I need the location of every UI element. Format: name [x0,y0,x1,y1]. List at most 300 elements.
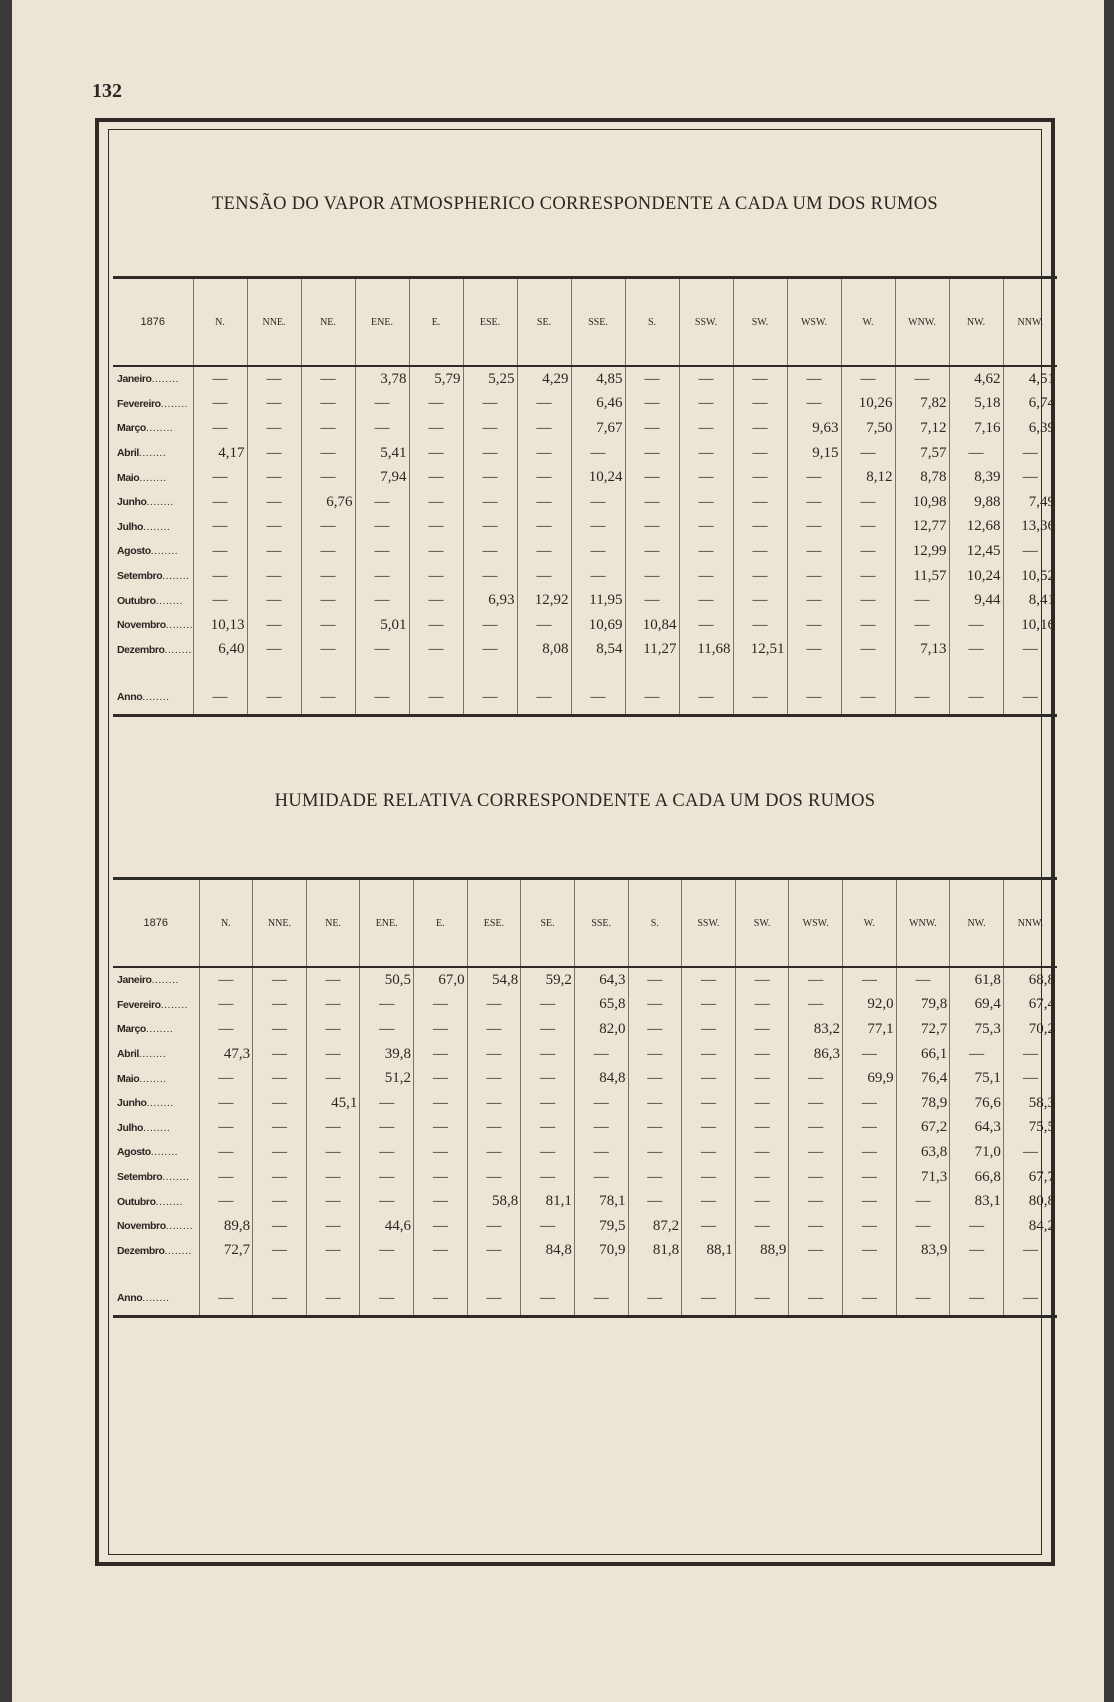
month-label: Novembro ........ [113,1214,199,1239]
table-row [113,588,1057,613]
table-cell: 81,8 [628,1239,682,1264]
table-cell: — [414,1091,468,1116]
month-label: Janeiro ........ [113,967,199,993]
column-header: NNE. [247,278,301,367]
column-header: E. [409,278,463,367]
table-cell: — [414,1116,468,1141]
table-cell: 75,3 [950,1017,1004,1042]
table-cell: 10,26 [841,392,895,417]
table-cell: — [306,993,360,1018]
table-cell: 79,5 [574,1214,628,1239]
column-header: N. [193,278,247,367]
table-cell: — [625,515,679,540]
table-cell: — [733,490,787,515]
table-cell: 7,13 [895,638,949,663]
table-cell: 67,2 [896,1116,950,1141]
table-cell: 71,0 [950,1140,1004,1165]
table-cell: — [843,1239,897,1264]
table-cell: — [521,1091,575,1116]
table-cell: — [571,564,625,589]
table-cell: — [360,1189,414,1214]
table-cell: — [467,993,521,1018]
table-cell: — [306,1066,360,1091]
table-cell: — [679,588,733,613]
table-cell: — [301,441,355,466]
empty-cell [517,662,571,680]
table-cell: — [789,1091,843,1116]
table-cell: — [628,1281,682,1317]
year-header: 1876 [113,278,193,367]
table-cell: — [682,1140,736,1165]
table-cell: — [949,613,1003,638]
table-cell: — [574,1165,628,1190]
table-cell: — [841,680,895,716]
empty-cell [787,662,841,680]
table-cell: — [463,416,517,441]
table-cell: — [789,1214,843,1239]
table-cell: — [463,564,517,589]
table-cell: — [950,1214,1004,1239]
table-cell: 71,3 [896,1165,950,1190]
table-cell: — [414,1189,468,1214]
table-cell: 72,7 [896,1017,950,1042]
table-cell: — [199,967,253,993]
table-cell: — [843,1042,897,1067]
table-cell: — [843,1165,897,1190]
table-cell: — [682,1165,736,1190]
table-cell: 3,78 [355,366,409,392]
month-label: Anno ........ [113,1281,199,1317]
column-header: NW. [950,879,1004,968]
month-label: Agosto ........ [113,539,193,564]
table-cell: — [414,1214,468,1239]
table-cell: — [787,680,841,716]
table-cell: — [1003,1042,1057,1067]
table-cell: 12,77 [895,515,949,540]
column-header: W. [843,879,897,968]
header-row [113,278,1057,367]
page-frame-inner [108,129,1055,1555]
table-cell: 4,85 [571,366,625,392]
table-cell: 78,1 [574,1189,628,1214]
table-cell: — [409,613,463,638]
spacer-row [113,1263,1057,1281]
table-cell: — [789,1140,843,1165]
table-cell: — [682,1281,736,1317]
table-cell: — [355,638,409,663]
table-cell: 50,5 [360,967,414,993]
table-cell: — [735,1281,789,1317]
table-cell: 4,51 [1003,366,1057,392]
table-cell: — [679,564,733,589]
table-cell: — [355,416,409,441]
table-cell: — [1003,1140,1057,1165]
table-cell: 44,6 [360,1214,414,1239]
table-cell: 7,49 [1003,490,1057,515]
relative-humidity-table [113,877,1057,1318]
table-cell: — [735,1116,789,1141]
table-cell: 12,92 [517,588,571,613]
table-cell: — [843,1281,897,1317]
table-cell: 64,3 [574,967,628,993]
table-cell: 10,69 [571,613,625,638]
table-cell: 5,01 [355,613,409,638]
table-cell: — [625,366,679,392]
table-cell: — [247,366,301,392]
table-cell: 83,1 [950,1189,1004,1214]
table-row [113,1091,1057,1116]
table-cell: 79,8 [896,993,950,1018]
table-cell: — [517,490,571,515]
table-cell: — [253,1165,307,1190]
column-header: SSW. [682,879,736,968]
table-cell: — [789,993,843,1018]
table-cell: — [735,1140,789,1165]
table-cell: — [247,588,301,613]
table-cell: — [787,490,841,515]
table-cell: — [467,1140,521,1165]
table-cell: — [628,1066,682,1091]
spacer-row [113,662,1057,680]
empty-cell [895,662,949,680]
table-cell: — [301,416,355,441]
table-cell: 80,8 [1003,1189,1057,1214]
table-cell: — [789,967,843,993]
table-cell: — [247,465,301,490]
table-cell: 11,95 [571,588,625,613]
table-cell: — [628,1140,682,1165]
table-cell: 83,2 [789,1017,843,1042]
table-cell: 76,6 [950,1091,1004,1116]
table-row [113,680,1057,716]
table-cell: — [735,1042,789,1067]
table-cell: — [789,1116,843,1141]
table-cell: — [625,392,679,417]
column-header: SE. [521,879,575,968]
table-cell: 64,3 [950,1116,1004,1141]
table-cell: — [409,490,463,515]
table-cell: — [841,366,895,392]
table-cell: — [733,515,787,540]
table-cell: — [841,539,895,564]
table-cell: — [628,1165,682,1190]
table-cell: 11,57 [895,564,949,589]
month-label: Agosto ........ [113,1140,199,1165]
table-cell: 4,62 [949,366,1003,392]
table-row [113,515,1057,540]
table-cell: 12,45 [949,539,1003,564]
table-cell: — [409,465,463,490]
table-cell: 9,88 [949,490,1003,515]
table-cell: — [628,1091,682,1116]
table-cell: 6,93 [463,588,517,613]
table-cell: — [733,465,787,490]
table-cell: — [628,967,682,993]
table-cell: — [360,993,414,1018]
table-cell: 66,1 [896,1042,950,1067]
table-row [113,465,1057,490]
table-cell: — [733,588,787,613]
column-header: ESE. [463,278,517,367]
empty-cell [625,662,679,680]
table-cell: — [682,967,736,993]
table-cell: — [247,515,301,540]
table-cell: — [521,1165,575,1190]
table-cell: — [625,680,679,716]
table-cell: 45,1 [306,1091,360,1116]
page-number: 132 [92,80,122,102]
table-cell: — [467,1017,521,1042]
table-cell: 5,79 [409,366,463,392]
table-cell: — [571,680,625,716]
table-cell: 82,0 [574,1017,628,1042]
table-cell: 88,1 [682,1239,736,1264]
empty-cell [735,1263,789,1281]
table-cell: — [679,441,733,466]
table-cell: 70,9 [574,1239,628,1264]
table-cell: — [463,613,517,638]
table-cell: — [193,515,247,540]
table-cell: — [682,1066,736,1091]
table-row [113,416,1057,441]
empty-cell [193,662,247,680]
column-header: SSW. [679,278,733,367]
table-cell: — [253,967,307,993]
table-cell: — [789,1066,843,1091]
table-cell: — [787,564,841,589]
column-header: SW. [733,278,787,367]
table-cell: 9,63 [787,416,841,441]
table-cell: 84,2 [1003,1214,1057,1239]
table-cell: — [787,465,841,490]
table-cell: — [253,1116,307,1141]
table-cell: 10,24 [949,564,1003,589]
empty-cell [467,1263,521,1281]
table-cell: — [733,416,787,441]
table-cell: — [735,1017,789,1042]
table-cell: — [517,539,571,564]
table-cell: — [467,1281,521,1317]
table-cell: — [193,366,247,392]
table-cell: — [1003,1066,1057,1091]
table-cell: 47,3 [199,1042,253,1067]
table-cell: — [199,1116,253,1141]
column-header: SE. [517,278,571,367]
table-cell: — [517,613,571,638]
table-cell: — [247,680,301,716]
table-cell: — [193,564,247,589]
table-cell: — [679,613,733,638]
month-label: Novembro ........ [113,613,193,638]
column-header: NE. [301,278,355,367]
empty-cell [360,1263,414,1281]
table-cell: 11,27 [625,638,679,663]
column-header: S. [628,879,682,968]
table-cell: — [571,539,625,564]
table-cell: 9,44 [949,588,1003,613]
table-cell: — [733,392,787,417]
vapour-tension-title: TENSÃO DO VAPOR ATMOSPHERICO CORRESPONDENTE A CADA UM DOS RUMOS [212,194,938,214]
table-cell: — [360,1116,414,1141]
table-cell: — [247,638,301,663]
empty-cell [733,662,787,680]
table-row [113,1189,1057,1214]
table-cell: — [409,416,463,441]
table-cell: 7,82 [895,392,949,417]
table-cell: — [679,366,733,392]
table-cell: — [841,515,895,540]
table-cell: — [414,993,468,1018]
table-cell: — [789,1281,843,1317]
month-label: Junho ........ [113,490,193,515]
table-cell: — [360,1281,414,1317]
table-cell: — [409,392,463,417]
table-cell: — [682,1116,736,1141]
table-cell: — [517,441,571,466]
table-cell: — [467,1165,521,1190]
book-page [12,0,1104,1702]
column-header: ESE. [467,879,521,968]
table-cell: — [199,1281,253,1317]
column-header: NNW. [1003,278,1057,367]
table-cell: — [409,564,463,589]
table-cell: — [301,366,355,392]
table-cell: — [574,1116,628,1141]
table-cell: — [628,1017,682,1042]
table-cell: — [521,1017,575,1042]
table-cell: — [253,1189,307,1214]
table-cell: — [360,1239,414,1264]
table-cell: — [306,1214,360,1239]
table-cell: — [355,588,409,613]
column-header: SSE. [574,879,628,968]
month-label: Abril ........ [113,441,193,466]
table-cell: — [682,1091,736,1116]
table-cell: — [301,613,355,638]
table-cell: — [679,680,733,716]
table-cell: — [733,613,787,638]
table-cell: — [409,515,463,540]
table-cell: — [199,1165,253,1190]
table-cell: — [306,1116,360,1141]
table-cell: 8,78 [895,465,949,490]
month-label: Janeiro ........ [113,366,193,392]
empty-cell [521,1263,575,1281]
table-cell: — [571,490,625,515]
table-cell: — [574,1140,628,1165]
table-cell: — [950,1042,1004,1067]
table-cell: — [193,465,247,490]
table-cell: 6,76 [301,490,355,515]
table-row [113,638,1057,663]
table-cell: — [735,967,789,993]
table-cell: 70,2 [1003,1017,1057,1042]
table-row [113,1165,1057,1190]
empty-cell [113,1263,199,1281]
empty-cell [301,662,355,680]
empty-cell [409,662,463,680]
table-cell: — [682,1189,736,1214]
table-row [113,1042,1057,1067]
column-header: NE. [306,879,360,968]
table-cell: — [1003,638,1057,663]
empty-cell [571,662,625,680]
table-cell: 92,0 [843,993,897,1018]
table-cell: — [247,564,301,589]
table-cell: — [193,680,247,716]
table-cell: 75,5 [1003,1116,1057,1141]
table-cell: — [355,515,409,540]
table-cell: — [735,1214,789,1239]
table-cell: — [521,1140,575,1165]
column-header: W. [841,278,895,367]
table-cell: 12,51 [733,638,787,663]
table-cell: — [521,1042,575,1067]
table-cell: — [253,1042,307,1067]
table-row [113,366,1057,392]
empty-cell [896,1263,950,1281]
table-cell: — [1003,465,1057,490]
table-row [113,539,1057,564]
table-cell: — [1003,1239,1057,1264]
column-header: WNW. [896,879,950,968]
table-cell: — [895,588,949,613]
table-cell: — [414,1066,468,1091]
table-cell: — [841,490,895,515]
table-cell: 51,2 [360,1066,414,1091]
table-cell: — [733,366,787,392]
table-cell: — [625,539,679,564]
table-cell: 8,54 [571,638,625,663]
table-cell: 10,16 [1003,613,1057,638]
table-cell: — [950,1281,1004,1317]
table-cell: 7,50 [841,416,895,441]
table-cell: — [1003,539,1057,564]
table-cell: 5,25 [463,366,517,392]
empty-cell [789,1263,843,1281]
column-header: E. [414,879,468,968]
empty-cell [199,1263,253,1281]
table-cell: — [843,1091,897,1116]
table-cell: 67,7 [1003,1165,1057,1190]
table-cell: — [628,1042,682,1067]
table-cell: — [843,1140,897,1165]
table-cell: 9,15 [787,441,841,466]
table-cell: 12,99 [895,539,949,564]
table-cell: — [625,441,679,466]
table-cell: — [949,638,1003,663]
table-cell: — [247,613,301,638]
table-cell: 7,16 [949,416,1003,441]
table-cell: 5,18 [949,392,1003,417]
table-cell: 63,8 [896,1140,950,1165]
month-label: Julho ........ [113,1116,199,1141]
table-cell: — [301,638,355,663]
table-cell: 84,8 [521,1239,575,1264]
table-cell: 65,8 [574,993,628,1018]
table-row [113,1140,1057,1165]
table-cell: — [733,680,787,716]
table-cell: — [841,441,895,466]
month-label: Dezembro ........ [113,1239,199,1264]
table-cell: — [253,1239,307,1264]
month-label: Março ........ [113,416,193,441]
empty-cell [628,1263,682,1281]
column-header: WSW. [789,879,843,968]
table-cell: 68,8 [1003,967,1057,993]
column-header: WNW. [895,278,949,367]
table-cell: 83,9 [896,1239,950,1264]
